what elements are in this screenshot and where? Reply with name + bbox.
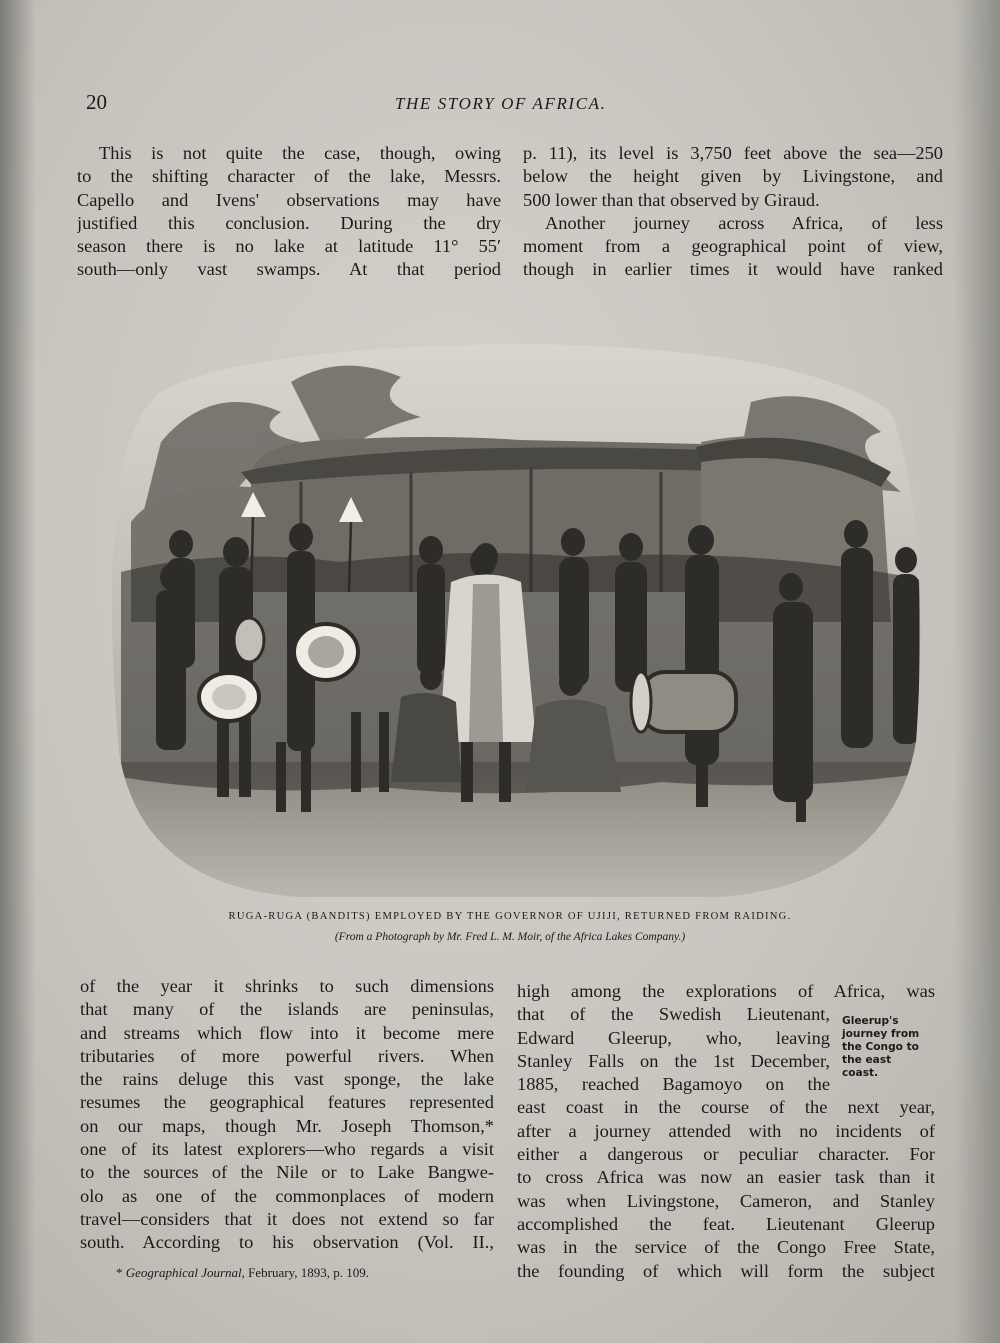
running-title: THE STORY OF AFRICA.	[395, 94, 607, 113]
text-line: season there is no lake at latitude 11° 55′	[77, 236, 501, 257]
text-line: was when Livingstone, Cameron, and Stanley	[517, 1190, 935, 1211]
footnote	[116, 1265, 369, 1281]
sidenote-line: the east	[842, 1054, 892, 1066]
text-line: justified this conclusion. During the dry	[77, 212, 501, 233]
text-line: olo as one of the commonplaces of modern	[80, 1185, 494, 1206]
text-line: Edward Gleerup, who, leaving	[517, 1027, 830, 1048]
column-top-left	[77, 142, 501, 282]
page-number: 20	[86, 90, 107, 114]
text-line: of the year it shrinks to such dimensions	[80, 976, 494, 996]
text-line: This is not quite the case, though, owing	[99, 143, 501, 163]
photograph-ruga-ruga	[101, 322, 934, 905]
sidenote-line: journey from	[842, 1028, 920, 1040]
text-line: though in earlier times it would have ranked	[523, 259, 943, 280]
text-line: that many of the islands are peninsulas,	[80, 999, 494, 1020]
text-line: Capello and Ivens' observations may have	[77, 189, 501, 210]
text-line: 500 lower than that observed by Giraud.	[523, 189, 820, 210]
column-bottom-left	[80, 975, 494, 1255]
text-line: to cross Africa was now an easier task than it	[517, 1167, 935, 1188]
page-edge-shadow-left	[0, 0, 36, 1343]
text-line: south—only vast swamps. At that period	[77, 259, 501, 280]
margin-sidenote	[842, 1015, 954, 1080]
text-line: was in the service of the Congo Free State,	[517, 1237, 935, 1258]
page-edge-shadow-right	[954, 0, 1000, 1343]
text-line: on our maps, though Mr. Joseph Thomson,*	[80, 1115, 494, 1136]
footnote-journal: Geographical Journal,	[125, 1265, 245, 1280]
text-line: either a dangerous or peculiar character. For	[517, 1144, 935, 1165]
sidenote-line: the Congo to	[842, 1041, 919, 1053]
text-line: the founding of which will form the subject	[517, 1260, 935, 1281]
text-line: p. 11), its level is 3,750 feet above the sea—250	[523, 143, 943, 163]
sidenote-line: coast.	[842, 1067, 879, 1079]
figure-caption: RUGA-RUGA (BANDITS) EMPLOYED BY THE GOVERNOR OF UJIJI, RETURNED FROM RAIDING.	[228, 911, 792, 922]
text-line: accomplished the feat. Lieutenant Gleerup	[517, 1213, 935, 1234]
text-line: 1885, reached Bagamoyo on the	[517, 1074, 830, 1095]
text-line: east coast in the course of the next year,	[517, 1097, 935, 1118]
text-line: that of the Swedish Lieutenant,	[517, 1004, 830, 1025]
text-line: to the shifting character of the lake, Messrs.	[77, 166, 501, 187]
text-line: south. According to his observation (Vol. II.,	[80, 1232, 494, 1253]
text-line: one of its latest explorers—who regards a visit	[80, 1139, 494, 1160]
text-line: Stanley Falls on the 1st December,	[517, 1050, 830, 1071]
text-line: travel—considers that it does not extend so far	[80, 1208, 494, 1229]
text-line: and streams which flow into it become mere	[80, 1022, 494, 1043]
text-line: resumes the geographical features represented	[80, 1092, 494, 1113]
sidenote-line: Gleerup's	[842, 1015, 899, 1027]
text-line: high among the explorations of Africa, was	[517, 981, 935, 1001]
text-line: moment from a geographical point of view,	[523, 236, 943, 257]
text-line: the rains deluge this vast sponge, the lake	[80, 1069, 494, 1090]
text-line: after a journey attended with no incidents of	[517, 1120, 935, 1141]
footnote-marker: *	[116, 1265, 123, 1280]
text-line: Another journey across Africa, of less	[545, 212, 943, 233]
column-top-right	[523, 142, 943, 282]
text-line: tributaries of more powerful rivers. When	[80, 1045, 494, 1066]
text-line: to the sources of the Nile or to Lake Bangwe-	[80, 1162, 494, 1183]
text-line: below the height given by Livingstone, and	[523, 166, 943, 187]
footnote-text: February, 1893, p. 109.	[244, 1265, 369, 1280]
figure-credit: (From a Photograph by Mr. Fred L. M. Moir, of the Africa Lakes Company.)	[334, 931, 686, 943]
